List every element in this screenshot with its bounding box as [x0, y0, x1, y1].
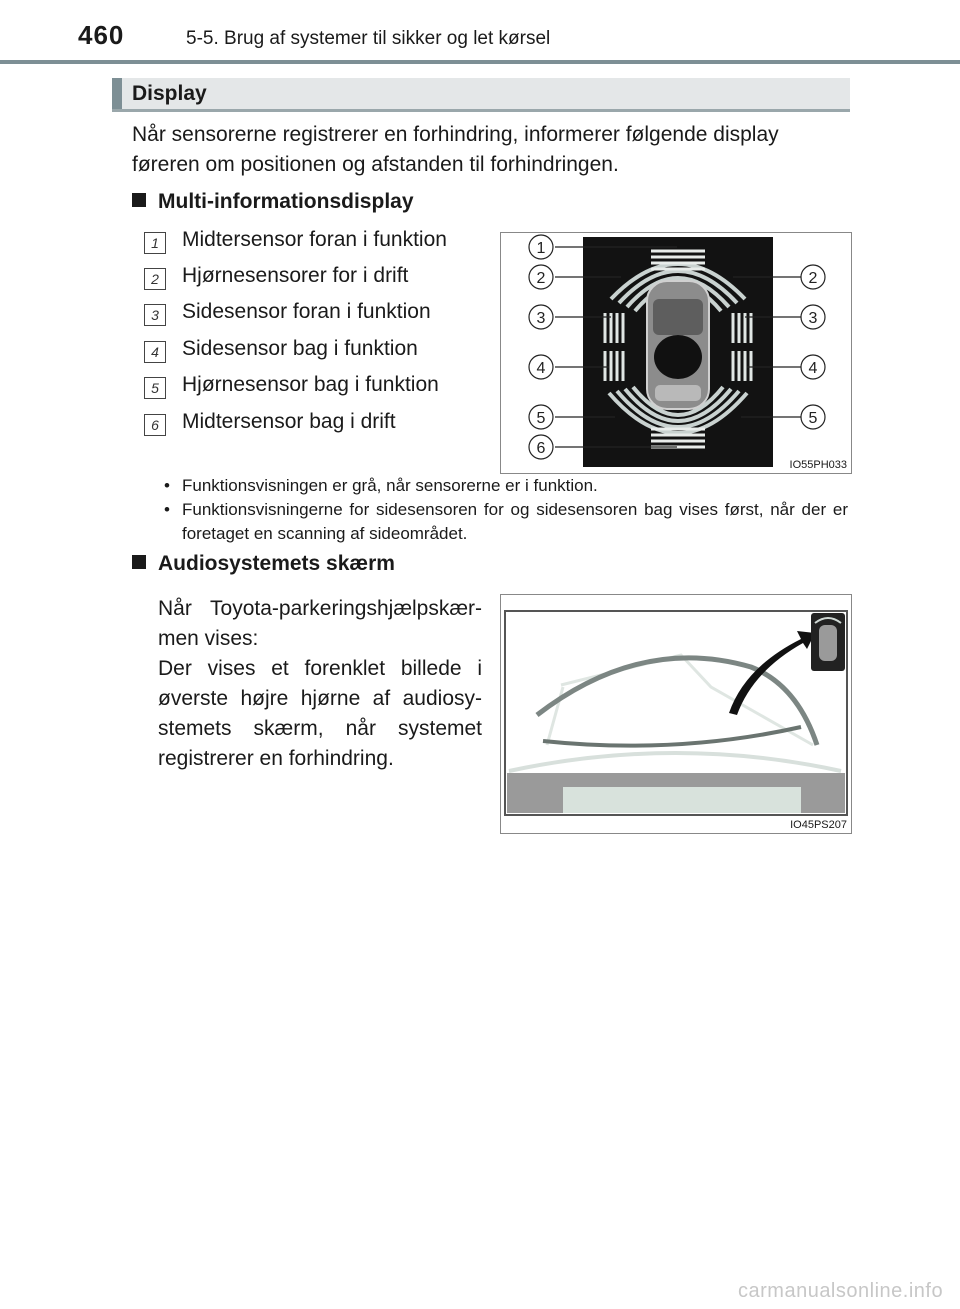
number-badge: 3 — [144, 304, 166, 326]
number-badge: 2 — [144, 268, 166, 290]
chapter-title: 5-5. Brug af systemer til sikker og let kørsel — [186, 28, 551, 49]
sensor-display-illustration — [501, 233, 851, 473]
list-item-text: Midtersensor foran i funktion — [182, 228, 447, 251]
note-text: Funktionsvisningerne for sidesensoren for og sidesensoren bag vises først, når der er foretaget en scanning af sideområdet. — [182, 500, 848, 543]
section-title: Display — [132, 82, 207, 105]
number-badge: 6 — [144, 414, 166, 436]
callout-2-left: 2 — [536, 270, 546, 287]
subheading-text: Multi-informationsdisplay — [158, 190, 414, 213]
car-top-view-icon — [647, 281, 709, 409]
figure-code: IO55PH033 — [789, 459, 847, 471]
note-item: • Funktionsvisningerne for sidesensoren for og sidesensoren bag vises først, når der er foretaget en scanning af sideområdet. — [164, 500, 848, 543]
list-item-text: Sidesensor bag i funktion — [182, 337, 418, 360]
square-bullet-icon — [132, 193, 146, 207]
sensor-display-figure — [500, 232, 852, 474]
number-badge: 1 — [144, 232, 166, 254]
list-item-text: Hjørnesensor bag i funktion — [182, 373, 439, 396]
header-divider — [0, 60, 960, 64]
note-item: • Funktionsvisningen er grå, når sensorerne er i funktion. — [164, 476, 598, 495]
audio-screen-illustration — [501, 595, 851, 833]
callout-5-right: 5 — [808, 410, 818, 427]
audio-paragraph-1: Når Toyota-parkeringshjælpskær-men vises: — [158, 597, 482, 650]
callout-5-left: 5 — [536, 410, 546, 427]
section-accent — [112, 78, 122, 109]
callout-3-left: 3 — [536, 310, 546, 327]
intro-paragraph: Når sensorerne registrerer en forhindring, informerer følgende display føreren om positionen og afstanden til forhindringen. — [132, 123, 779, 176]
bumper-highlight — [563, 787, 801, 813]
callout-6: 6 — [536, 440, 546, 457]
subheading-text: Audiosystemets skærm — [158, 552, 395, 575]
notes-list — [158, 474, 848, 546]
audio-paragraph-2: Der vises et forenklet billede i øverste højre hjørne af audiosy-stemets skærm, når systemet registrerer en forhindring. — [158, 657, 482, 770]
callout-4-right: 4 — [808, 360, 818, 377]
subheading-multi-info — [132, 190, 414, 214]
number-badge: 4 — [144, 341, 166, 363]
square-bullet-icon — [132, 555, 146, 569]
callout-2-right: 2 — [808, 270, 818, 287]
audio-description — [158, 594, 482, 774]
list-item-text: Hjørnesensorer for i drift — [182, 264, 409, 287]
audio-screen-figure — [500, 594, 852, 834]
mini-car-icon — [819, 625, 837, 661]
page-number: 460 — [78, 20, 125, 50]
callout-3-right: 3 — [808, 310, 818, 327]
list-item-text: Midtersensor bag i drift — [182, 410, 396, 433]
watermark: carmanualsonline.info — [738, 1280, 944, 1302]
note-text: Funktionsvisningen er grå, når sensorerne er i funktion. — [182, 476, 598, 495]
subheading-audio — [132, 552, 395, 576]
callout-4-left: 4 — [536, 360, 546, 377]
callout-1: 1 — [536, 240, 546, 257]
figure-code: IO45PS207 — [790, 819, 847, 831]
list-item-text: Sidesensor foran i funktion — [182, 300, 431, 323]
section-header — [112, 78, 850, 112]
number-badge: 5 — [144, 377, 166, 399]
